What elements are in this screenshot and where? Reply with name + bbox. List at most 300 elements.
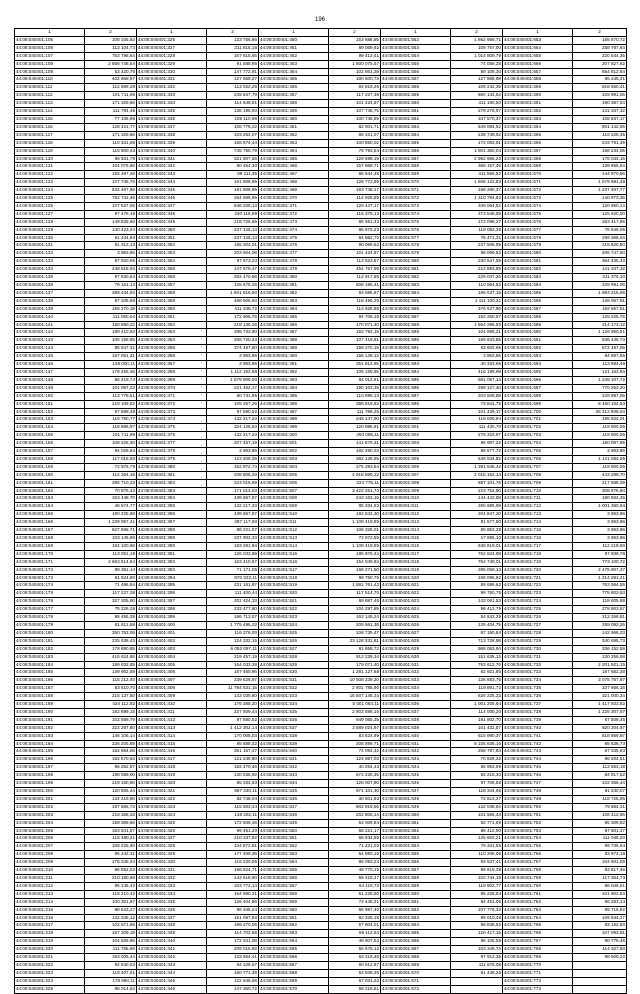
cadastral-number-cell: 44:08:040401:525 [259,629,329,637]
cadastral-number-cell: 44:08:040401:480 [259,274,329,282]
cadastral-number-cell: 44:08:040401:464 [259,147,329,155]
table-row [15,68,627,76]
cadastral-number-cell: 44:08:040401:433 [137,882,207,890]
area-value-cell: 118 886,97 [85,424,137,432]
area-value-cell: 118 605,88 [573,598,627,606]
area-value-cell: 79 884,31 [573,803,627,811]
table-row [15,329,627,337]
cadastral-number-cell: 44:08:040401:743 [503,748,573,756]
area-value-cell: 147 360,72 [207,985,259,993]
area-value-cell: 132 217,23 [207,416,259,424]
area-value-cell: 84 451,05 [451,898,503,906]
cadastral-number-cell: 44:08:040401:501 [259,440,329,448]
cadastral-number-cell: 44:08:040401:195 [15,748,85,756]
cadastral-number-cell: 44:08:040401:193 [15,732,85,740]
area-value-cell: 85 647,31 [85,345,137,353]
area-value-cell: 119 407,51 [85,969,137,977]
cadastral-number-cell: 44:08:040401:219 [15,938,85,946]
cadastral-number-cell: 44:08:040401:477 [259,250,329,258]
table-row [15,234,627,242]
cadastral-number-cell: 44:08:040401:132 [15,250,85,258]
cadastral-number-cell: 44:08:040401:737 [503,701,573,709]
cadastral-number-cell: 44:08:040401:669 [503,163,573,171]
cadastral-number-cell: 44:08:040401:664 [381,922,451,930]
cadastral-number-cell: 44:08:040401:654 [381,843,451,851]
area-value-cell: 618 869,87 [573,732,627,740]
column-header: 2 [329,29,381,37]
area-value-cell: 69 112,64 [329,930,381,938]
area-value-cell: 111 048,20 [573,835,627,843]
area-value-cell: 91 658,72 [329,645,381,653]
area-value-cell: 638 209,13 [207,202,259,210]
table-row [15,384,627,392]
table-row [15,305,627,313]
cadastral-number-cell: 44:08:040401:148 [15,376,85,384]
area-value-cell: 40 333,86 [451,361,503,369]
area-value-cell: 763 564,55 [573,582,627,590]
table-row [15,614,627,622]
area-value-cell: 163 410,57 [207,558,259,566]
area-value-cell: 17 695,10 [451,535,503,543]
table-row [15,52,627,60]
area-value-cell: 202 805,14 [329,811,381,819]
area-value-cell: 218 109,52 [85,400,137,408]
cadastral-number-cell: 44:08:040401:120 [15,155,85,163]
area-value-cell: 87 601,37 [573,827,627,835]
area-value-cell: 54 980,16 [329,851,381,859]
area-value-cell: 713 728,98 [451,637,503,645]
area-value-cell: 125 620,00 [573,210,627,218]
cadastral-number-cell: 44:08:040401:169 [15,542,85,550]
cadastral-number-cell: 44:08:040401:687 [503,305,573,313]
cadastral-number-cell: 44:08:040401:496 [259,400,329,408]
table-row [15,218,627,226]
cadastral-number-cell: 44:08:040401:461 [259,123,329,131]
table-row [15,558,627,566]
area-value-cell: 128 007,80 [329,780,381,788]
area-value-cell: 125 663,21 [451,835,503,843]
cadastral-number-cell: 44:08:040401:658 [503,76,573,84]
area-value-cell: 97 476,16 [85,210,137,218]
area-value-cell: 124 987,03 [329,756,381,764]
cadastral-number-cell: 44:08:040401:616 [381,542,451,550]
cadastral-number-cell: 44:08:040401:403 [137,645,207,653]
cadastral-number-cell: 44:08:040401:660 [381,890,451,898]
cadastral-number-cell: 44:08:040401:581 [381,266,451,274]
area-value-cell: 209 015,92 [207,946,259,954]
area-value-cell: 164 990,31 [207,890,259,898]
area-value-cell: 73 972,55 [329,535,381,543]
area-value-cell: 626 225,23 [451,693,503,701]
cadastral-number-cell: 44:08:040401:498 [259,416,329,424]
cadastral-number-cell: 44:08:040401:697 [503,384,573,392]
table-row [15,835,627,843]
area-value-cell: 349 064,52 [451,202,503,210]
area-value-cell: 218 726,59 [207,218,259,226]
table-row [15,724,627,732]
area-value-cell: 411 160,50 [451,100,503,108]
area-value-cell: 264 586,99 [207,195,259,203]
area-value-cell: 118 344,66 [451,788,503,796]
area-value-cell: 1 225 307,07 [573,708,627,716]
cadastral-number-cell: 44:08:040401:197 [15,764,85,772]
area-value-cell: 248 618,93 [85,266,137,274]
area-value-cell: 108 225,30 [85,843,137,851]
area-value-cell: 101 902,63 [573,890,627,898]
cadastral-number-cell: 44:08:040401:621 [381,582,451,590]
cadastral-number-cell: 44:08:040401:674 [503,202,573,210]
area-value-cell: 1 108 419,85 [329,542,381,550]
area-value-cell: 63 218,48 [329,954,381,962]
cadastral-number-cell: 44:08:040401:696 [503,376,573,384]
cadastral-number-cell: 44:08:040401:681 [503,258,573,266]
area-value-cell: 123 406,35 [207,455,259,463]
cadastral-number-cell: 44:08:040401:450 [259,36,329,44]
cadastral-number-cell: 44:08:040401:482 [259,289,329,297]
cadastral-number-cell: 44:08:040401:523 [259,614,329,622]
cadastral-number-cell: 44:08:040401:666 [381,938,451,946]
area-value-cell: 107 776,33 [451,906,503,914]
cadastral-number-cell: 44:08:040401:160 [15,471,85,479]
area-value-cell: 155 487,46 [85,171,137,179]
cadastral-number-cell: 44:08:040401:206 [15,835,85,843]
cadastral-number-cell: 44:08:040401:364 [137,337,207,345]
cadastral-number-cell: 44:08:040401:723 [503,590,573,598]
cadastral-number-cell: 44:08:040401:335 [137,108,207,116]
area-value-cell: 84 215,30 [451,772,503,780]
area-value-cell: 148 302,11 [207,811,259,819]
cadastral-number-cell: 44:08:040401:439 [137,930,207,938]
area-value-cell: 91 448,26 [451,969,503,977]
area-value-cell: 219 160,80 [85,780,137,788]
cadastral-number-cell: 44:08:040401:759 [503,874,573,882]
cadastral-number-cell: 44:08:040401:573 [381,202,451,210]
area-value-cell: 151 067,93 [207,914,259,922]
cadastral-number-cell: 44:08:040401:116 [15,123,85,131]
area-value-cell: 549 084,52 [451,123,503,131]
area-value-cell: 171 014,03 [207,487,259,495]
area-value-cell: 81 312,13 [85,242,137,250]
cadastral-number-cell: 44:08:040401:400 [137,621,207,629]
area-value-cell: 89 699,62 [451,582,503,590]
area-value-cell: 140 973,36 [573,195,627,203]
area-value-cell: 258 787,84 [573,44,627,52]
table-row [15,432,627,440]
area-value-cell: 117 514,70 [329,590,381,598]
area-value-cell: 762 524,98 [451,550,503,558]
area-value-cell: 189 832,85 [85,661,137,669]
area-value-cell: 132 048,84 [451,803,503,811]
cadastral-number-cell: 44:08:040401:164 [15,503,85,511]
table-row [15,874,627,882]
column-header: 2 [573,29,627,37]
cadastral-number-cell: 44:08:040401:210 [15,867,85,875]
cadastral-number-cell: 44:08:040401:670 [381,969,451,977]
area-value-cell: 116 006,84 [451,416,503,424]
area-value-cell: 2 201 921,15 [573,661,627,669]
area-value-cell: 120 986,91 [329,424,381,432]
cadastral-number-cell: 44:08:040401:369 [137,376,207,384]
table-row [15,139,627,147]
cadastral-number-cell: 44:08:040401:536 [259,716,329,724]
cadastral-number-cell: 44:08:040401:212 [15,882,85,890]
cadastral-number-cell: 44:08:040401:333 [137,92,207,100]
table-row [15,851,627,859]
area-value-cell: 237 426,13 [207,234,259,242]
cadastral-number-cell: 44:08:040401:567 [259,961,329,969]
cadastral-number-cell: 44:08:040401:570 [259,985,329,993]
area-value-cell: 443 299,70 [573,471,627,479]
cadastral-number-cell: 44:08:040401:751 [503,811,573,819]
cadastral-number-cell: 44:08:040401:551 [259,835,329,843]
area-value-cell: 72 446,31 [329,898,381,906]
table-row [15,906,627,914]
cadastral-number-cell: 44:08:040401:341 [137,155,207,163]
area-value-cell: 108 776,22 [207,123,259,131]
cadastral-number-cell: 44:08:040401:443 [137,961,207,969]
area-value-cell: 454 767,99 [329,266,381,274]
area-value-cell: 113 694,49 [573,361,627,369]
area-value-cell: 158 270,18 [329,345,381,353]
area-value-cell: 101 424,87 [329,100,381,108]
cadastral-number-cell: 44:08:040401:161 [15,479,85,487]
table-row [15,337,627,345]
area-value-cell: 1 654 298,93 [451,321,503,329]
cadastral-number-cell: 44:08:040401:354 [137,258,207,266]
area-value-cell: 94 706,19 [329,313,381,321]
cadastral-number-cell: 44:08:040401:641 [381,740,451,748]
cadastral-number-cell: 44:08:040401:401 [137,629,207,637]
cadastral-number-cell: 44:08:040401:497 [259,408,329,416]
area-value-cell: 124 332,15 [207,637,259,645]
cadastral-number-cell: 44:08:040401:426 [137,827,207,835]
area-value-cell: 1 579 809,00 [207,376,259,384]
area-value-cell: 160 771,39 [207,969,259,977]
area-value-cell: 96 987,22 [451,440,503,448]
area-value-cell: 208 896,71 [329,740,381,748]
area-value-cell: 94 816,26 [329,84,381,92]
table-row [15,345,627,353]
table-body [15,36,627,993]
area-value-cell: 912 239,34 [329,653,381,661]
cadastral-number-cell: 44:08:040401:569 [381,171,451,179]
cadastral-number-cell: 44:08:040401:746 [503,772,573,780]
cadastral-number-cell: 44:08:040401:395 [137,582,207,590]
cadastral-number-cell: 44:08:040401:332 [137,84,207,92]
cadastral-number-cell: 44:08:040401:214 [15,898,85,906]
cadastral-number-cell: 44:08:040401:365 [137,345,207,353]
cadastral-number-cell: 44:08:040401:609 [381,487,451,495]
cadastral-number-cell: 44:08:040401:698 [503,392,573,400]
cadastral-number-cell: 44:08:040401:722 [503,582,573,590]
area-value-cell: 92 640,03 [85,961,137,969]
table-row [15,274,627,282]
table-row [15,621,627,629]
area-value-cell: 754 749,01 [451,558,503,566]
cadastral-number-cell: 44:08:040401:427 [137,835,207,843]
cadastral-number-cell: 44:08:040401:517 [259,566,329,574]
cadastral-number-cell: 44:08:040401:773 [503,985,573,993]
table-row [15,677,627,685]
cadastral-number-cell: 44:08:040401:708 [503,471,573,479]
cadastral-number-cell: 44:08:040401:336 [137,115,207,123]
table-row [15,922,627,930]
table-row [15,843,627,851]
area-value-cell: 210 180,68 [85,874,137,882]
area-value-cell: 92 771,69 [451,819,503,827]
cadastral-number-cell: 44:08:040401:153 [15,416,85,424]
table-row [15,732,627,740]
area-value-cell: 67 345,63 [573,748,627,756]
table-row [15,661,627,669]
area-value-cell: 207 827,62 [573,60,627,68]
cadastral-number-cell: 44:08:040401:754 [503,835,573,843]
area-value-cell: 141 337,32 [573,108,627,116]
area-value-cell: 104 601,09 [573,859,627,867]
cadastral-number-cell: 44:08:040401:703 [503,432,573,440]
area-value-cell: 834 467,85 [85,187,137,195]
area-value-cell: 59 108,30 [451,68,503,76]
area-value-cell: 121 249,80 [207,756,259,764]
cadastral-number-cell: 44:08:040401:563 [381,123,451,131]
cadastral-number-cell: 44:08:040401:668 [503,155,573,163]
cadastral-number-cell: 44:08:040401:532 [259,685,329,693]
area-value-cell: 155 304,01 [207,242,259,250]
area-value-cell: 96 105,58 [451,938,503,946]
area-value-cell: 149 067,91 [573,297,627,305]
cadastral-number-cell: 44:08:040401:417 [137,756,207,764]
area-value-cell: 102 366,44 [573,780,627,788]
cadastral-number-cell: 44:08:040401:721 [503,574,573,582]
area-value-cell: 3 963,86 [207,353,259,361]
cadastral-number-cell: 44:08:040401:326 [137,36,207,44]
area-value-cell: 172 906,75 [207,313,259,321]
cadastral-number-cell: 44:08:040401:516 [259,558,329,566]
area-value-cell: 327 305,90 [85,598,137,606]
cadastral-number-cell: 44:08:040401:150 [15,392,85,400]
cadastral-number-cell: 44:08:040401:642 [381,748,451,756]
area-value-cell: 107 418,61 [329,337,381,345]
area-value-cell: 149 825,50 [85,218,137,226]
area-value-cell: 80 454,30 [207,163,259,171]
cadastral-number-cell: 44:08:040401:667 [503,147,573,155]
table-row [15,811,627,819]
cadastral-number-cell: 44:08:040401:159 [15,463,85,471]
table-row [15,693,627,701]
cadastral-number-cell: 44:08:040401:559 [259,898,329,906]
area-value-cell: 91 588,95 [207,60,259,68]
cadastral-number-cell: 44:08:040401:699 [503,400,573,408]
area-value-cell: 243 163,16 [329,495,381,503]
table-row [15,795,627,803]
area-value-cell: 438 867,87 [207,511,259,519]
cadastral-number-cell: 44:08:040401:478 [259,258,329,266]
area-value-cell: 108 105,82 [85,36,137,44]
area-value-cell: 229 991,06 [573,92,627,100]
cadastral-number-cell: 44:08:040401:380 [137,463,207,471]
area-value-cell: 1 111 100,31 [451,297,503,305]
area-value-cell: 85 334,63 [329,503,381,511]
area-value-cell: 114 648,51 [207,100,259,108]
cadastral-number-cell: 44:08:040401:429 [137,851,207,859]
cadastral-number-cell: 44:08:040401:158 [15,455,85,463]
table-row [15,282,627,290]
area-value-cell: 243 791,49 [573,139,627,147]
cadastral-number-cell: 44:08:040401:664 [503,123,573,131]
cadastral-number-cell: 44:08:040401:585 [381,297,451,305]
cadastral-number-cell: 44:08:040401:571 [381,187,451,195]
area-value-cell: 53 420,76 [85,68,137,76]
area-value-cell: 100 745,59 [329,115,381,123]
cadastral-number-cell: 44:08:040401:753 [503,827,573,835]
area-value-cell: 324 126,53 [207,424,259,432]
cadastral-number-cell: 44:08:040401:391 [137,550,207,558]
area-value-cell: 72 613,27 [451,795,503,803]
area-value-cell [573,985,627,993]
area-value-cell: 171 329,56 [85,131,137,139]
cadastral-number-cell: 44:08:040401:137 [15,289,85,297]
cadastral-number-cell: 44:08:040401:465 [259,155,329,163]
cadastral-number-cell: 44:08:040401:143 [15,337,85,345]
area-value-cell: 111 400,44 [207,590,259,598]
cadastral-number-cell: 44:08:040401:130 [15,234,85,242]
table-row [15,748,627,756]
area-value-cell: 172 609,45 [207,819,259,827]
cadastral-number-cell: 44:08:040401:545 [259,788,329,796]
cadastral-number-cell: 44:08:040401:390 [137,542,207,550]
area-value-cell: 86 419,74 [85,376,137,384]
area-value-cell: 3 963,86 [207,448,259,456]
table-row [15,685,627,693]
area-value-cell: 118 230,55 [207,859,259,867]
cadastral-number-cell: 44:08:040401:657 [503,68,573,76]
table-row [15,867,627,875]
table-row [15,376,627,384]
area-value-cell: 434 112,82 [85,701,137,709]
area-value-cell: 83 624,89 [329,732,381,740]
area-value-cell: 147 679,47 [207,266,259,274]
area-value-cell: 95 228,64 [451,890,503,898]
cadastral-number-cell: 44:08:040401:494 [259,384,329,392]
area-value-cell: 88 677,72 [451,448,503,456]
cadastral-number-cell: 44:08:040401:534 [259,701,329,709]
cadastral-number-cell: 44:08:040401:423 [137,803,207,811]
table-row [15,297,627,305]
cadastral-number-cell: 44:08:040401:405 [137,661,207,669]
table-row [15,250,627,258]
cadastral-number-cell: 44:08:040401:627 [381,629,451,637]
area-value-cell: 752 742,45 [85,195,137,203]
cadastral-number-cell: 44:08:040401:587 [381,313,451,321]
cadastral-number-cell: 44:08:040401:617 [381,550,451,558]
cadastral-number-cell: 44:08:040401:407 [137,677,207,685]
cadastral-number-cell: 44:08:040401:487 [259,329,329,337]
area-value-cell: 132 217,23 [207,432,259,440]
column-header: 1 [15,29,85,37]
area-value-cell: 86 652,02 [85,867,137,875]
cadastral-number-cell: 44:08:040401:392 [137,558,207,566]
area-value-cell: 498 506,63 [207,297,259,305]
area-value-cell: 217 688,09 [573,479,627,487]
area-value-cell: 745 750,79 [207,147,259,155]
cadastral-number-cell: 44:08:040401:684 [503,282,573,290]
cadastral-number-cell: 44:08:040401:434 [137,890,207,898]
cadastral-number-cell: 44:08:040401:512 [259,527,329,535]
cadastral-number-cell: 44:08:040401:109 [15,68,85,76]
area-value-cell: 102 744,19 [451,874,503,882]
area-value-cell: 163 145,24 [329,614,381,622]
cadastral-number-cell: 44:08:040401:388 [137,527,207,535]
